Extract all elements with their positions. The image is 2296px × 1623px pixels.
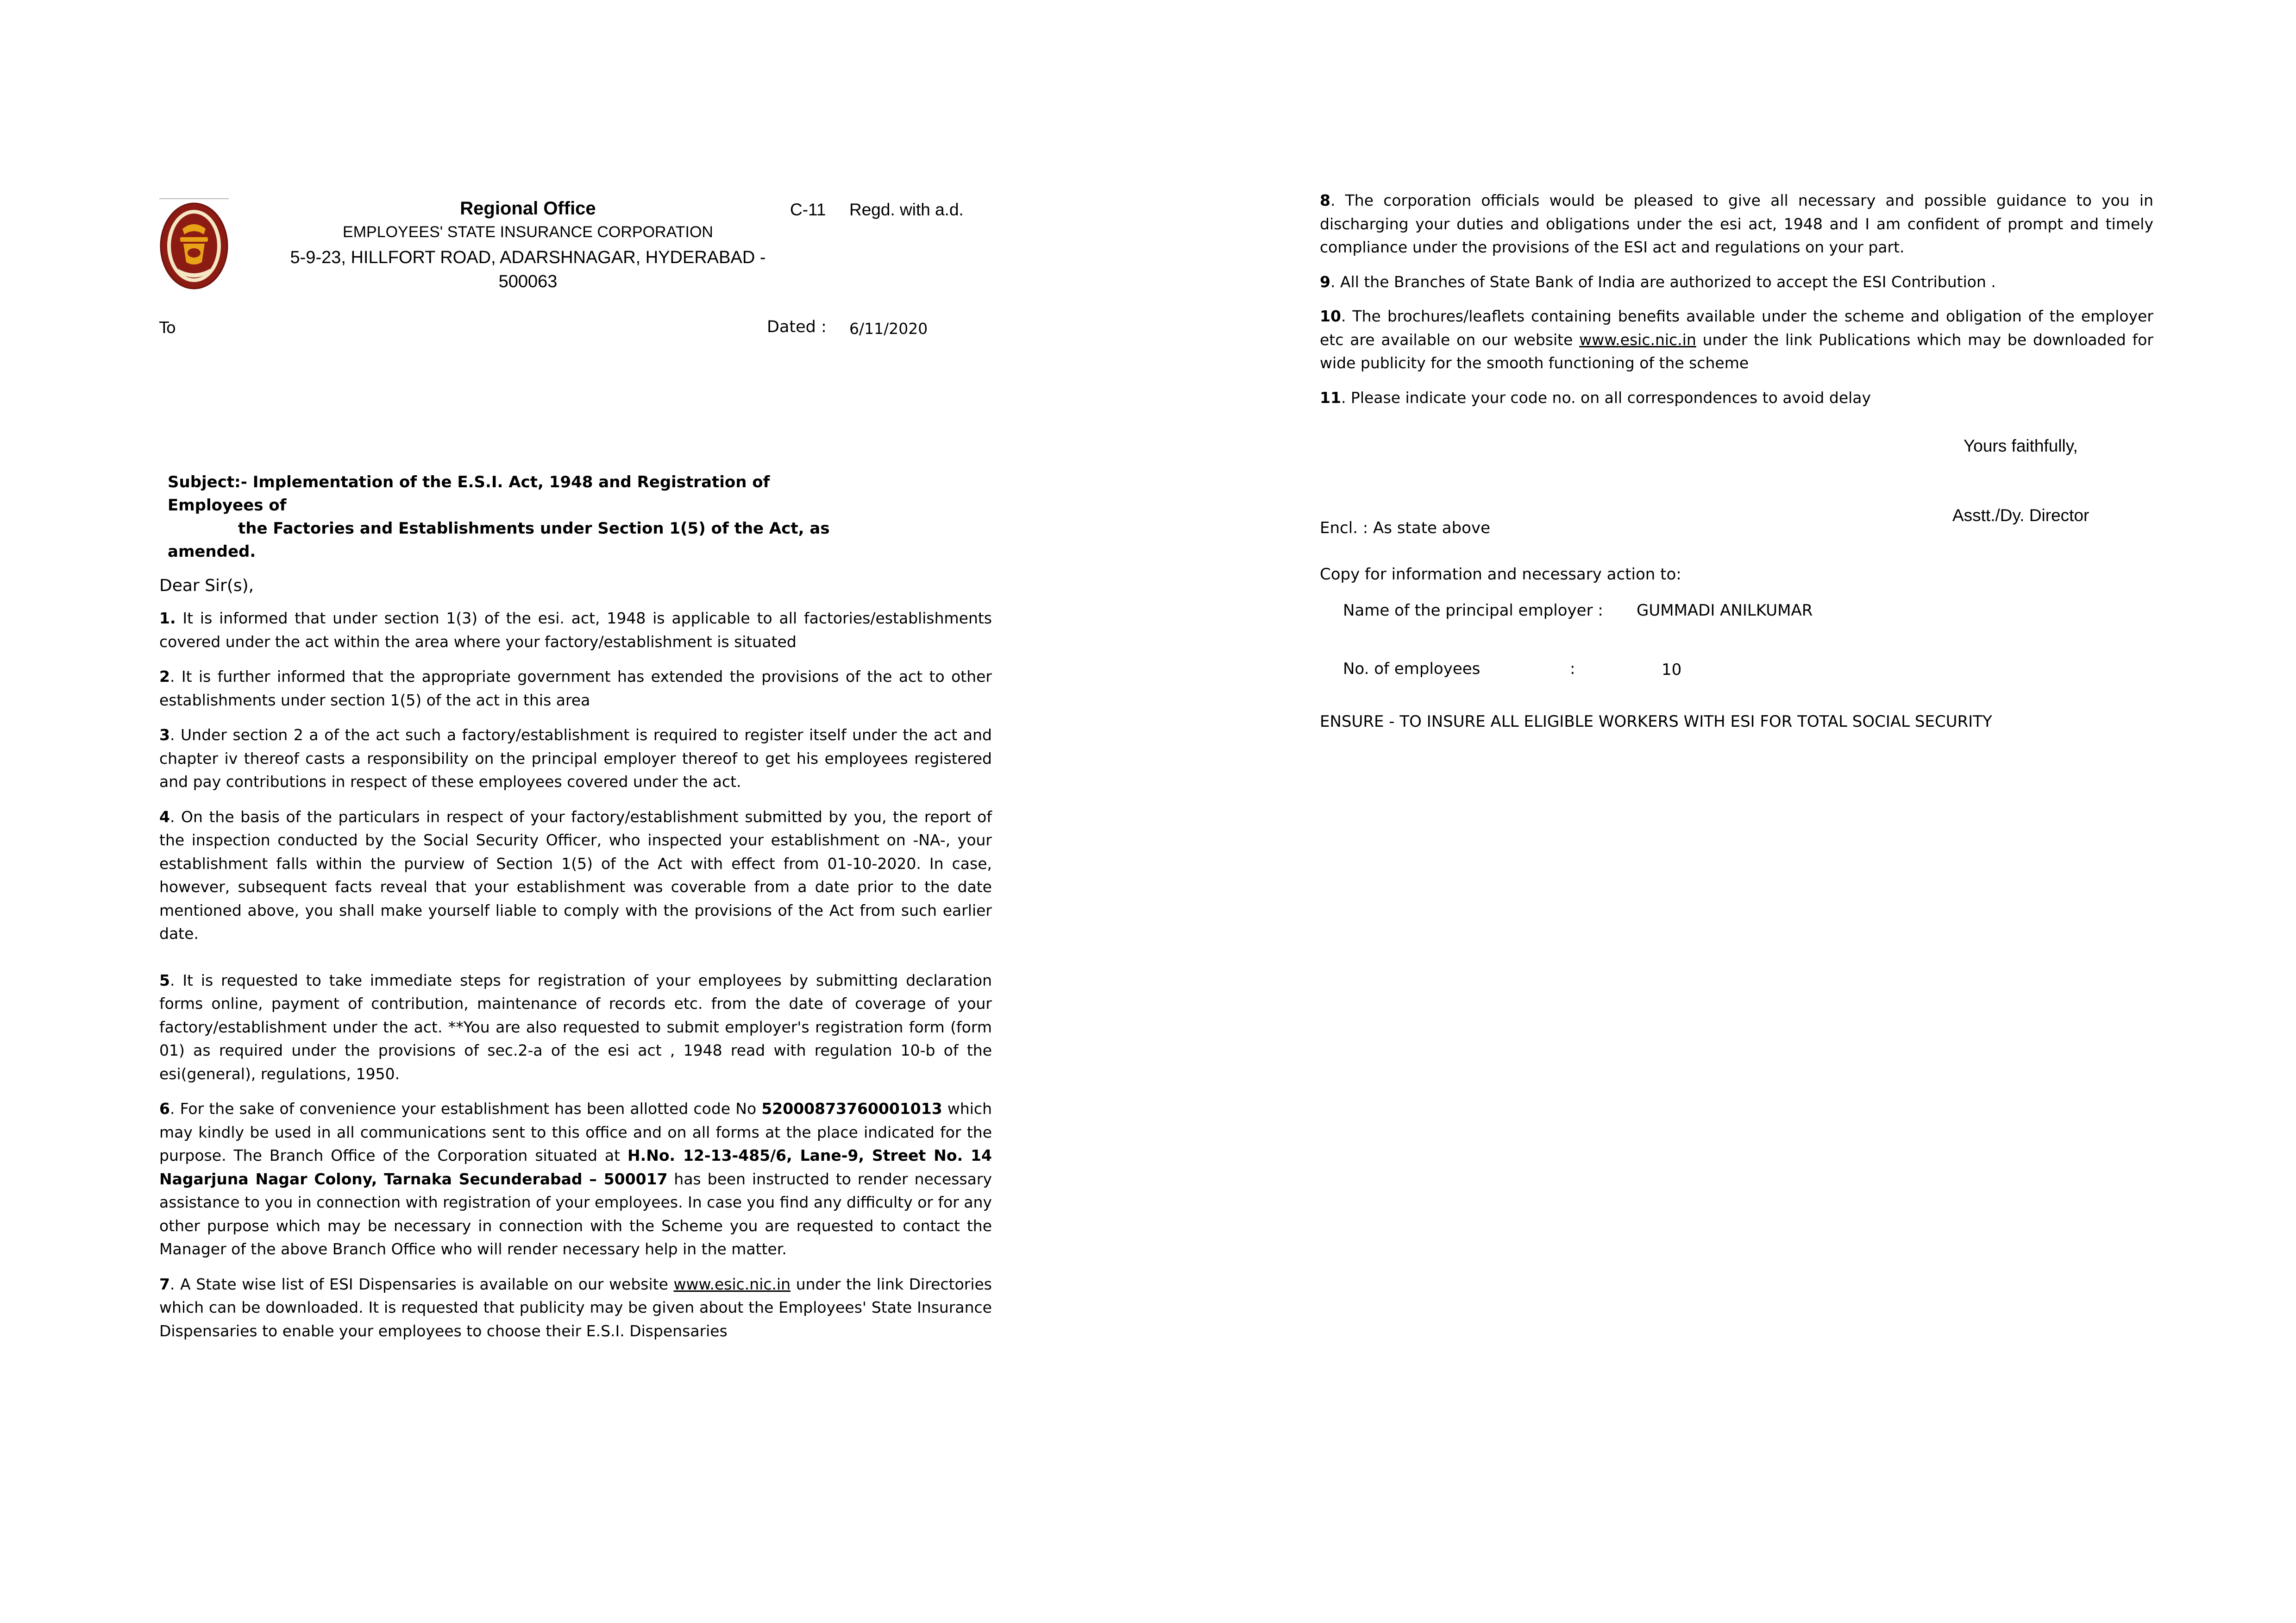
paragraph-3 <box>159 723 992 794</box>
esic-website-link[interactable]: www.esic.nic.in <box>673 1275 791 1293</box>
paragraph-number: 5 <box>159 971 170 989</box>
paragraph-4 <box>159 805 992 946</box>
paragraph-text: . For the sake of convenience your establishment has been allotted code No <box>169 1100 762 1118</box>
paragraph-8 <box>1320 189 2153 259</box>
paragraph-number: 11 <box>1320 388 1341 407</box>
paragraph-text: . Under section 2 a of the act such a factory/establishment is required to register itself under the act and chapter iv thereof casts a responsibility on the principal employer thereof to get his employees registered and pay contributions in respect of these employees covered under the act. <box>159 726 992 791</box>
paragraph-number: 8 <box>1320 191 1330 209</box>
paragraph-6 <box>159 1097 992 1261</box>
paragraph-text: . The corporation officials would be pleased to give all necessary and possible guidance to you in discharging your duties and obligations under the esi act, 1948 and I am confident of prompt and timely compliance under the provisions of the ESI act and regulations on your part. <box>1320 191 2153 256</box>
subject-block <box>168 471 862 563</box>
subject-line-3: amended. <box>168 542 256 561</box>
office-title: Regional Office <box>460 198 596 219</box>
paragraph-text: has been instructed to render necessary assistance to you in connection with registration of your employees. In case you find any difficulty or for any other purpose which may be necessary in connection with the Scheme you are requested to contact the Manager of the above Branch Office who will render necessary help in the matter. <box>159 1170 992 1258</box>
paragraph-10 <box>1320 305 2153 375</box>
branch-office-address: H.No. 12-13-485/6, Lane-9, Street No. 14 Nagarjuna Nagar Colony, Tarnaka Secunderabad – 500017 <box>159 1146 992 1188</box>
paragraph-text: . Please indicate your code no. on all correspondences to avoid delay <box>1341 388 1871 407</box>
address-line-1: 5-9-23, HILLFORT ROAD, ADARSHNAGAR, HYDERABAD - <box>290 248 766 267</box>
address-line-2: 500063 <box>498 272 558 291</box>
organisation-name: EMPLOYEES' STATE INSURANCE CORPORATION <box>343 223 713 241</box>
paragraph-number: 10 <box>1320 307 1341 325</box>
copy-to-line: Copy for information and necessary action to: <box>1320 565 1681 584</box>
employer-name: GUMMADI ANILKUMAR <box>1637 601 1813 620</box>
paragraph-number: 7 <box>159 1275 170 1293</box>
ensure-tagline: ENSURE - TO INSURE ALL ELIGIBLE WORKERS WITH ESI FOR TOTAL SOCIAL SECURITY <box>1320 712 1992 731</box>
paragraph-text: . All the Branches of State Bank of India are authorized to accept the ESI Contribution . <box>1330 272 1996 291</box>
paragraph-text: . It is further informed that the appropriate government has extended the provisions of the act to other establishments under section 1(5) of the act in this area <box>159 667 992 709</box>
paragraph-text: . A State wise list of ESI Dispensaries is available on our website <box>169 1275 674 1293</box>
enclosure-note: Encl. : As state above <box>1320 519 1491 537</box>
paragraph-11 <box>1320 386 2153 410</box>
header-rule <box>159 198 229 199</box>
yours-faithfully: Yours faithfully, <box>1964 436 2078 455</box>
esic-emblem-icon <box>159 201 229 290</box>
salutation: Dear Sir(s), <box>159 576 254 595</box>
paragraph-number: 4 <box>159 807 170 826</box>
paragraph-text: under the link Publications which may be downloaded for wide publicity for the smooth functioning of the scheme <box>1320 330 2154 372</box>
paragraph-9 <box>1320 270 2153 294</box>
paragraph-2 <box>159 665 992 712</box>
paragraph-text: which may kindly be used in all communications sent to this office and on all forms at the place indicated for the purpose. The Branch Office of the Corporation situated at <box>159 1100 992 1164</box>
office-address <box>278 245 778 294</box>
paragraph-text: . On the basis of the particulars in respect of your factory/establishment submitted by you, the report of the inspection conducted by the Social Security Officer, who inspected your establishment on -NA-, your establishment falls within the purview of Section 1(5) of the Act with effect from 01-10-2020. In case, however, subsequent facts reveal that your establishment was coverable from a date prior to the date mentioned above, you shall make yourself liable to comply with the provisions of the Act from such earlier date. <box>159 807 992 943</box>
dated-label: Dated : <box>767 318 827 336</box>
employees-label: No. of employees <box>1343 660 1480 678</box>
paragraph-number: 2 <box>159 667 170 686</box>
left-column <box>159 607 992 1343</box>
paragraph-text: under the link Directories which can be downloaded. It is requested that publicity may be given about the Employees' State Insurance Dispensaries to enable your employees to choose their E.S.I. Dispensaries <box>159 1275 992 1340</box>
employees-count: 10 <box>1662 661 1682 679</box>
paragraph-text: It is informed that under section 1(3) of the esi. act, 1948 is applicable to all factories/establishments covered under the act within the area where your factory/establishment is situated <box>159 609 992 651</box>
paragraph-text: . It is requested to take immediate steps for registration of your employees by submitting declaration forms online, payment of contribution, maintenance of records etc. from the date of coverage of your factory/establishment under the act. **You are also requested to submit employer's registration form (form 01) as required under the provisions of sec.2-a of the esi act , 1948 read with regulation 10-b of the esi(general), regulations, 1950. <box>159 971 992 1083</box>
paragraph-text: . The brochures/leaflets containing benefits available under the scheme and obligation of the employer etc are available on our website <box>1320 307 2153 349</box>
paragraph-number: 6 <box>159 1100 170 1118</box>
employer-code: 52000873760001013 <box>761 1100 942 1118</box>
to-label: To <box>159 319 176 337</box>
dated-value: 6/11/2020 <box>849 320 928 338</box>
subject-line-2: the Factories and Establishments under Section 1(5) of the Act, as <box>238 519 830 538</box>
paragraph-number: 1. <box>159 609 176 627</box>
paragraph-1 <box>159 607 992 654</box>
employees-colon: : <box>1570 660 1575 678</box>
paragraph-number: 3 <box>159 726 170 744</box>
dispatch-mode: Regd. with a.d. <box>849 200 964 219</box>
esic-website-link[interactable]: www.esic.nic.in <box>1579 330 1696 349</box>
paragraph-number: 9 <box>1320 272 1330 291</box>
subject-line-1: Subject:- Implementation of the E.S.I. Act, 1948 and Registration of Employees of <box>168 473 770 515</box>
form-code: C-11 <box>790 200 826 219</box>
employer-label: Name of the principal employer : <box>1343 601 1603 620</box>
paragraph-5 <box>159 969 992 1086</box>
paragraph-7 <box>159 1273 992 1343</box>
signatory-designation: Asstt./Dy. Director <box>1952 506 2089 525</box>
right-column <box>1320 189 2153 409</box>
